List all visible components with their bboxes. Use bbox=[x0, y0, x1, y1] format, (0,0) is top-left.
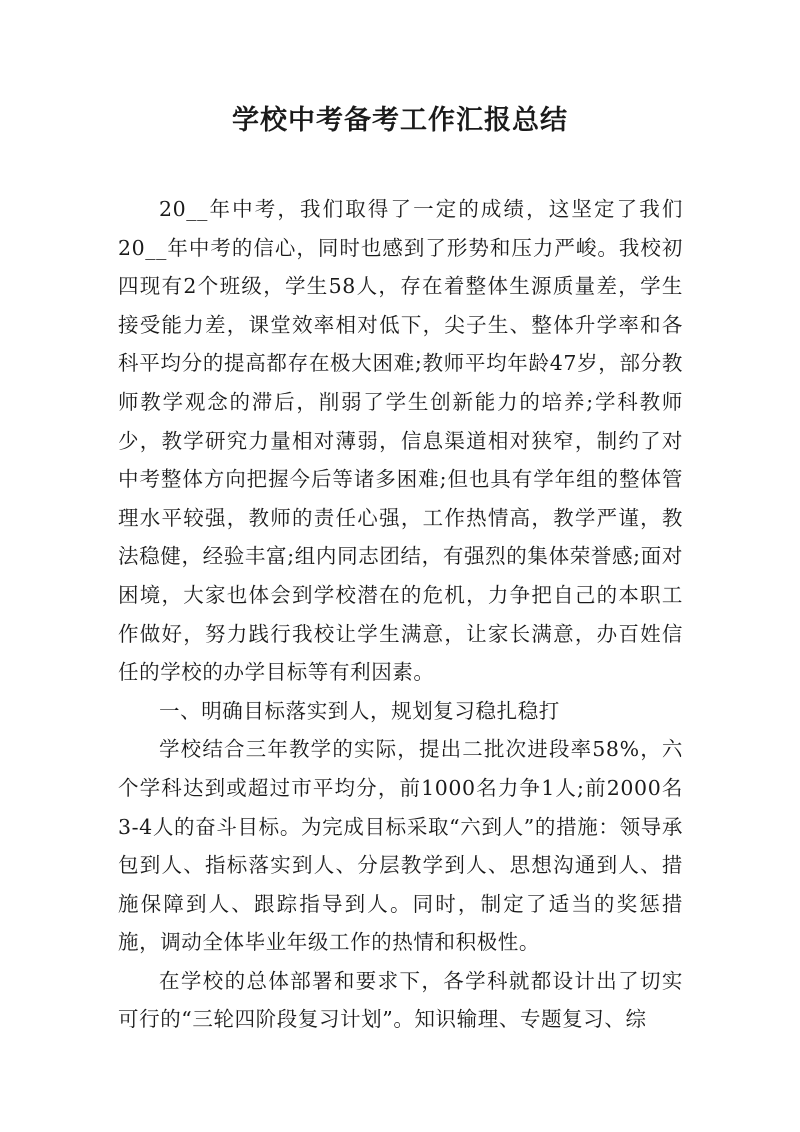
document-title: 学校中考备考工作汇报总结 bbox=[232, 105, 568, 136]
document-body bbox=[118, 190, 683, 1039]
paragraph-goals: 学校结合三年教学的实际，提出二批次进段率58%，六个学科达到或超过市平均分，前1000名力争1人;前2000名3-4人的奋斗目标。为完成目标采取“六到人”的措施：领导承包到人、指标落实到人、分层教学到人、思想沟通到人、措施保障到人、跟踪指导到人。同时，制定了适当的奖惩措施，调动全体毕业年级工作的热情和积极性。 bbox=[118, 737, 683, 955]
paragraph-review-plan: 在学校的总体部署和要求下，各学科就都设计出了切实可行的“三轮四阶段复习计划”。知识输理、专题复习、综 bbox=[118, 968, 683, 1032]
section-heading: 一、明确目标落实到人，规划复习稳扎稳打 bbox=[159, 698, 560, 723]
paragraph-intro: 20__年中考，我们取得了一定的成绩，这坚定了我们20__年中考的信心，同时也感到了形势和压力严峻。我校初四现有2个班级，学生58人，存在着整体生源质量差，学生接受能力差，课堂效率相对低下，尖子生、整体升学率和各科平均分的提高都存在极大困难;教师平均年龄47岁，部分教师教学观念的滞后，削弱了学生创新能力的培养;学科教师少，教学研究力量相对薄弱，信息渠道相对狭窄，制约了对中考整体方向把握今后等诸多困难;但也具有学年组的整体管理水平较强，教师的责任心强，工作热情高，教学严谨，教法稳健，经验丰富;组内同志团结，有强烈的集体荣誉感;面对困境，大家也体会到学校潜在的危机，力争把自己的本职工作做好，努力践行我校让学生满意，让家长满意，办百姓信任的学校的办学目标等有利因素。 bbox=[118, 197, 683, 685]
